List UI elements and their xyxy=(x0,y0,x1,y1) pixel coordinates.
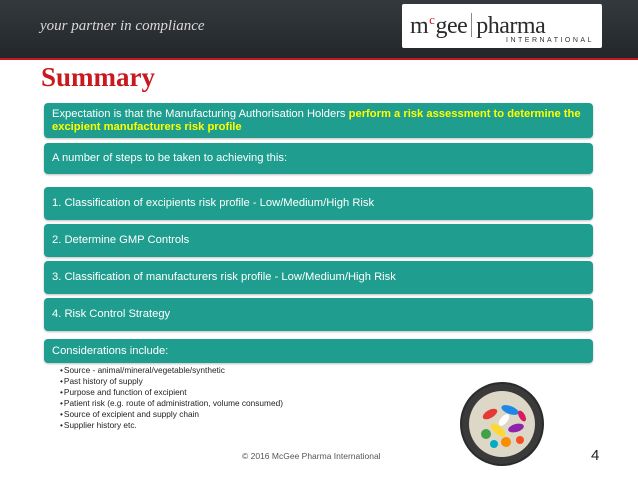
list-item: • Source of excipient and supply chain xyxy=(60,409,283,420)
steps-intro-box xyxy=(44,143,593,174)
page-title: Summary xyxy=(41,62,155,92)
expectation-text xyxy=(52,108,585,134)
footer-copyright: © 2016 McGee Pharma International xyxy=(242,451,381,461)
logo-divider xyxy=(471,13,472,37)
steps-intro-text: A number of steps to be taken to achieving this: xyxy=(52,152,288,164)
list-item: • Patient risk (e.g. route of administration, volume consumed) xyxy=(60,398,283,409)
step-3-text: 3. Classification of manufacturers risk profile - Low/Medium/High Risk xyxy=(52,271,396,283)
considerations-list xyxy=(60,365,283,431)
logo-subtitle: INTERNATIONAL xyxy=(506,37,594,44)
list-item: • Source - animal/mineral/vegetable/synthetic xyxy=(60,365,283,376)
step-4-box xyxy=(44,298,593,331)
step-4-text: 4. Risk Control Strategy xyxy=(52,308,171,320)
step-1-box xyxy=(44,187,593,220)
step-2-text: 2. Determine GMP Controls xyxy=(52,234,190,246)
header-bar xyxy=(0,0,638,58)
expectation-box xyxy=(44,103,593,138)
pills-illustration xyxy=(460,382,544,466)
tagline: your partner in compliance xyxy=(40,18,205,34)
list-item: • Past history of supply xyxy=(60,376,283,387)
considerations-box xyxy=(44,339,593,363)
page-number: 4 xyxy=(591,447,600,464)
logo-c: c xyxy=(429,12,435,27)
logo-pharma: pharma xyxy=(476,13,546,39)
logo-wordmark xyxy=(410,12,545,40)
company-logo xyxy=(402,4,602,48)
logo-m: m xyxy=(410,13,429,39)
step-3-box xyxy=(44,261,593,294)
considerations-heading: Considerations include: xyxy=(52,344,169,357)
header-divider xyxy=(0,58,638,60)
pills-image xyxy=(460,382,544,466)
step-2-box xyxy=(44,224,593,257)
expectation-lead: Expectation is that the Manufacturing Authorisation Holders xyxy=(52,107,349,120)
list-item: • Purpose and function of excipient xyxy=(60,387,283,398)
list-item: • Supplier history etc. xyxy=(60,420,283,431)
logo-gee: gee xyxy=(435,13,468,39)
expectation-highlight: perform a risk assessment to determine the excipient manufacturers risk profile xyxy=(52,107,581,133)
step-1-text: 1. Classification of excipients risk profile - Low/Medium/High Risk xyxy=(52,197,375,209)
